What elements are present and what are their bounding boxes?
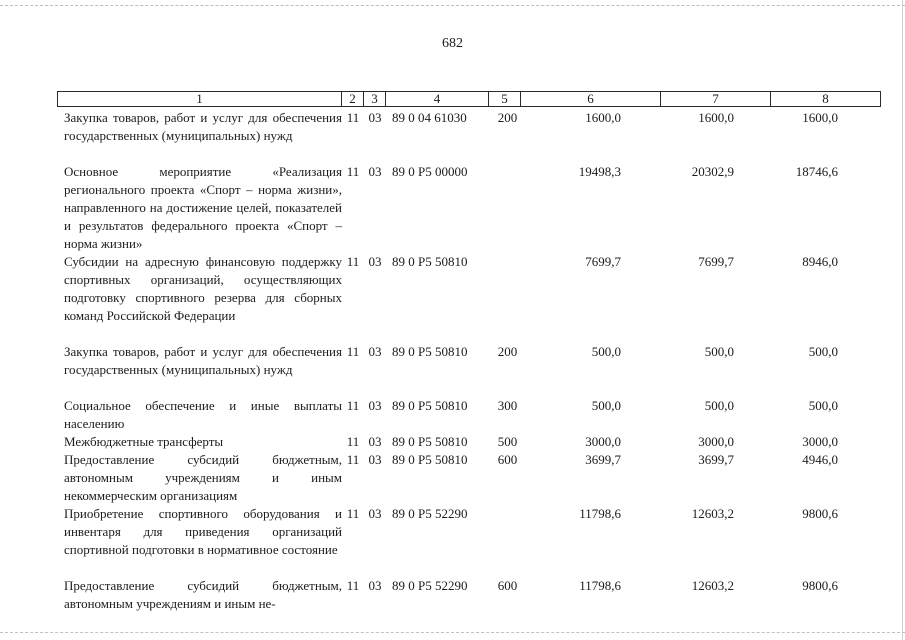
table-row bbox=[0, 163, 905, 253]
row-year2: 3699,7 bbox=[698, 452, 734, 467]
row-csr: 89 0 P5 50810 bbox=[392, 254, 468, 269]
row-pr: 03 bbox=[368, 578, 382, 593]
row-name: Приобретение спортивного оборудования и инвентаря для приведения организаций спортивной подготовки в нормативное состояние bbox=[64, 506, 342, 557]
row-rz: 11 bbox=[346, 434, 360, 449]
row-rz: 11 bbox=[346, 506, 360, 521]
table-row bbox=[0, 505, 905, 577]
row-year3: 4946,0 bbox=[802, 452, 838, 467]
row-name: Предоставление субсидий бюджетным, автономным учреждениям и иным не- bbox=[64, 578, 342, 611]
row-pr: 03 bbox=[368, 452, 382, 467]
table-row bbox=[0, 343, 905, 397]
row-year1: 500,0 bbox=[591, 344, 621, 359]
row-rz: 11 bbox=[346, 164, 360, 179]
row-year1: 11798,6 bbox=[579, 578, 621, 593]
row-year3: 500,0 bbox=[808, 398, 838, 413]
row-vr: 600 bbox=[497, 578, 518, 593]
table-row bbox=[0, 109, 905, 163]
row-csr: 89 0 P5 52290 bbox=[392, 578, 468, 593]
header-cell-7: 7 bbox=[661, 91, 771, 107]
row-vr bbox=[492, 163, 523, 253]
row-rz: 11 bbox=[346, 110, 360, 125]
row-year3: 8946,0 bbox=[802, 254, 838, 269]
table-row bbox=[0, 397, 905, 433]
row-rz: 11 bbox=[346, 452, 360, 467]
row-vr bbox=[492, 505, 523, 577]
row-year3: 18746,6 bbox=[795, 164, 838, 179]
row-csr: 89 0 P5 50810 bbox=[392, 452, 468, 467]
row-year1: 11798,6 bbox=[579, 506, 621, 521]
header-cell-6: 6 bbox=[521, 91, 661, 107]
row-pr: 03 bbox=[368, 506, 382, 521]
row-year2: 20302,9 bbox=[691, 164, 734, 179]
row-year3: 3000,0 bbox=[802, 434, 838, 449]
table-body bbox=[0, 109, 905, 613]
row-vr: 200 bbox=[497, 110, 518, 125]
row-year3: 500,0 bbox=[808, 344, 838, 359]
row-year1: 7699,7 bbox=[585, 254, 621, 269]
table-row bbox=[0, 253, 905, 343]
row-name: Социальное обеспечение и иные выплаты населению bbox=[64, 398, 342, 431]
row-year2: 500,0 bbox=[704, 344, 734, 359]
row-rz: 11 bbox=[346, 578, 360, 593]
row-csr: 89 0 P5 52290 bbox=[392, 506, 468, 521]
row-name: Субсидии на адресную финансовую поддержку спортивных организаций, осуществляющих подготовку спортивного резерва для сборных команд Российской Федерации bbox=[64, 254, 342, 323]
row-pr: 03 bbox=[368, 344, 382, 359]
row-year1: 1600,0 bbox=[585, 110, 621, 125]
page-number: 682 bbox=[442, 36, 463, 51]
row-year3: 1600,0 bbox=[802, 110, 838, 125]
table-header bbox=[57, 91, 881, 107]
header-cell-5: 5 bbox=[489, 91, 521, 107]
row-pr: 03 bbox=[368, 164, 382, 179]
row-csr: 89 0 P5 50810 bbox=[392, 344, 468, 359]
row-year3: 9800,6 bbox=[802, 506, 838, 521]
row-rz: 11 bbox=[346, 254, 360, 269]
row-csr: 89 0 P5 50810 bbox=[392, 398, 468, 413]
row-year1: 3699,7 bbox=[585, 452, 621, 467]
header-cell-2: 2 bbox=[342, 91, 364, 107]
table-row bbox=[0, 433, 905, 451]
row-year2: 7699,7 bbox=[698, 254, 734, 269]
row-pr: 03 bbox=[368, 254, 382, 269]
table-row bbox=[0, 577, 905, 613]
row-vr bbox=[492, 253, 523, 343]
row-rz: 11 bbox=[346, 344, 360, 359]
row-vr: 600 bbox=[497, 452, 518, 467]
row-csr: 89 0 P5 00000 bbox=[392, 164, 468, 179]
table-row bbox=[0, 451, 905, 505]
row-year2: 3000,0 bbox=[698, 434, 734, 449]
row-name: Межбюджетные трансферты bbox=[64, 434, 224, 449]
row-year2: 500,0 bbox=[704, 398, 734, 413]
scan-bottom-edge bbox=[0, 632, 905, 633]
row-year2: 1600,0 bbox=[698, 110, 734, 125]
row-year1: 3000,0 bbox=[585, 434, 621, 449]
row-csr: 89 0 04 61030 bbox=[392, 110, 467, 125]
header-cell-4: 4 bbox=[386, 91, 489, 107]
row-name: Основное мероприятие «Реализация регионального проекта «Спорт – норма жизни», направленного на достижение целей, показателей и результатов федерального проекта «Спорт – норма жизни» bbox=[64, 164, 342, 251]
row-name: Закупка товаров, работ и услуг для обеспечения государственных (муниципальных) нужд bbox=[64, 110, 342, 143]
row-year2: 12603,2 bbox=[691, 578, 734, 593]
row-pr: 03 bbox=[368, 110, 382, 125]
row-pr: 03 bbox=[368, 434, 382, 449]
row-year1: 19498,3 bbox=[578, 164, 621, 179]
row-name: Закупка товаров, работ и услуг для обеспечения государственных (муниципальных) нужд bbox=[64, 344, 342, 377]
row-vr: 500 bbox=[497, 434, 518, 449]
row-year3: 9800,6 bbox=[802, 578, 838, 593]
row-year2: 12603,2 bbox=[691, 506, 734, 521]
row-rz: 11 bbox=[346, 398, 360, 413]
row-pr: 03 bbox=[368, 398, 382, 413]
row-vr: 300 bbox=[497, 398, 518, 413]
header-cell-3: 3 bbox=[364, 91, 386, 107]
row-csr: 89 0 P5 50810 bbox=[392, 434, 468, 449]
row-name: Предоставление субсидий бюджетным, автономным учреждениям и иным некоммерческим организациям bbox=[64, 452, 342, 503]
row-vr: 200 bbox=[497, 344, 518, 359]
scan-top-edge bbox=[0, 5, 905, 6]
header-cell-8: 8 bbox=[771, 91, 881, 107]
header-cell-1: 1 bbox=[57, 91, 342, 107]
row-year1: 500,0 bbox=[591, 398, 621, 413]
